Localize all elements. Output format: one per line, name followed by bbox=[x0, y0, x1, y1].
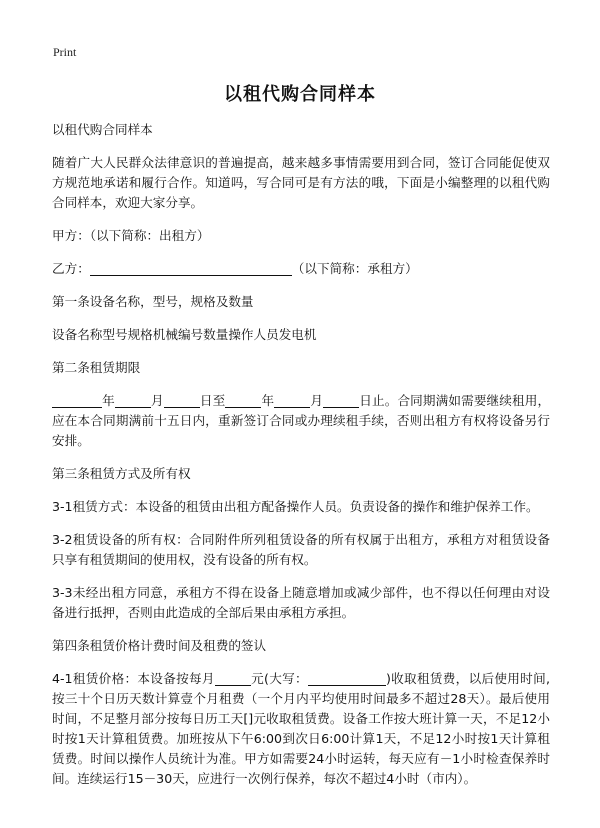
start-year-blank bbox=[52, 393, 102, 408]
party-b-label: 乙方： bbox=[52, 261, 90, 276]
clause-4-1-part3: )收取租赁费，以后使用时间,按三十个日历天数计算壹个月租费（一个月内平均使用时间最多不超过28天）。最后使用时间，不足整月部分按每日历工天[]元收取租赁费。设备工作按大班计算一天，不足12小时按1天计算租赁费。加班按从下午6:00到次日6:00计算1天，不足12小时按1天计算租赁费。时间以操作人员统计为准。甲方如需要24小时运转，每天应有－1小时检查保养时间。连续运行15－30天，应进行一次例行保养，每次不超过4小时（市内）。 bbox=[52, 671, 550, 786]
end-day-label: 日止。 bbox=[359, 393, 398, 408]
article-4-heading: 第四条租赁价格计费时间及租费的签认 bbox=[52, 638, 267, 653]
end-day-blank bbox=[323, 393, 359, 408]
clause-4-1 bbox=[52, 669, 550, 789]
document-subtitle: 以租代购合同样本 bbox=[52, 122, 153, 137]
article-1-heading: 第一条设备名称，型号，规格及数量 bbox=[52, 294, 254, 309]
end-year-label: 年 bbox=[261, 393, 275, 408]
end-month-blank bbox=[274, 393, 310, 408]
print-link[interactable]: Print bbox=[53, 45, 77, 59]
document-body bbox=[52, 120, 550, 802]
article-2-body bbox=[52, 391, 550, 451]
article-2-rest: 合同期满如需要继续租用，应在本合同期满前十五日内，重新签订合同或办理续租手续，否则出租方有权将设备另行安排。 bbox=[52, 393, 551, 448]
end-year-blank bbox=[225, 393, 261, 408]
article-2-heading: 第二条租赁期限 bbox=[52, 360, 141, 375]
clause-3-1: 3-1租赁方式：本设备的租赁由出租方配备操作人员。负责设备的操作和维护保养工作。 bbox=[52, 499, 539, 514]
monthly-price-blank bbox=[215, 671, 251, 686]
start-month-blank bbox=[115, 393, 151, 408]
clause-4-1-part1: 4-1租赁价格：本设备按每月 bbox=[52, 671, 215, 686]
price-in-words-blank bbox=[308, 671, 386, 686]
start-day-label: 日至 bbox=[199, 393, 226, 408]
intro-paragraph: 随着广大人民群众法律意识的普遍提高，越来越多事情需要用到合同，签订合同能促使双方规范地承诺和履行合作。知道吗，写合同可是有方法的哦，下面是小编整理的以租代购合同样本，欢迎大家分享。 bbox=[52, 155, 550, 210]
article-1-body: 设备名称型号规格机械编号数量操作人员发电机 bbox=[52, 327, 317, 342]
party-b-name-blank bbox=[90, 261, 292, 276]
party-a-line: 甲方：（以下简称：出租方） bbox=[52, 228, 210, 243]
document-title: 以租代购合同样本 bbox=[224, 84, 376, 105]
end-month-label: 月 bbox=[310, 393, 324, 408]
start-day-blank bbox=[164, 393, 200, 408]
clause-3-2: 3-2租赁设备的所有权：合同附件所列租赁设备的所有权属于出租方，承租方对租赁设备只享有租赁期间的使用权，没有设备的所有权。 bbox=[52, 532, 550, 567]
start-year-label: 年 bbox=[102, 393, 115, 408]
article-3-heading: 第三条租赁方式及所有权 bbox=[52, 466, 191, 481]
party-b-suffix: （以下简称：承租方） bbox=[291, 261, 418, 276]
clause-3-3: 3-3未经出租方同意，承租方不得在设备上随意增加或减少部件，也不得以任何理由对设备进行抵押，否则由此造成的全部后果由承租方承担。 bbox=[52, 585, 550, 620]
clause-4-1-part2: 元(大写： bbox=[250, 671, 308, 686]
party-b-line bbox=[52, 259, 550, 279]
start-month-label: 月 bbox=[150, 393, 164, 408]
